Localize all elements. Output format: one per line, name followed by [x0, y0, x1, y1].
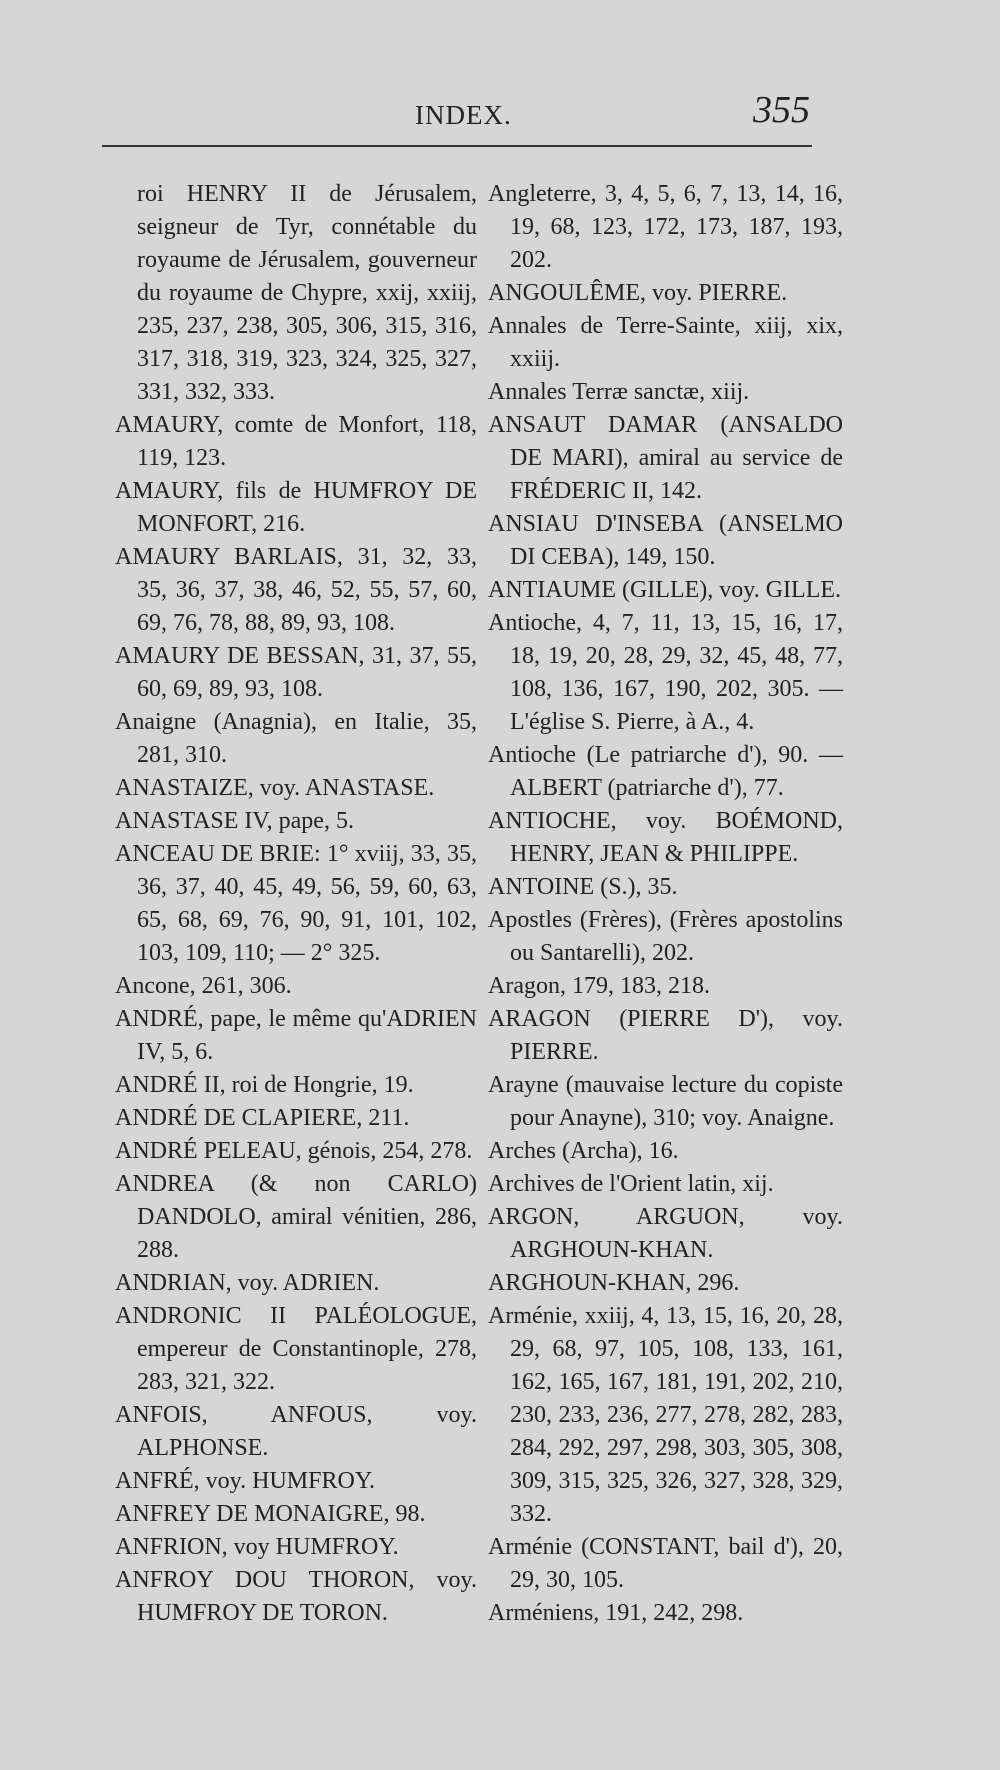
- left-column: [115, 178, 477, 1630]
- index-entry: AMAURY, fils de HUMFROY DE MONFORT, 216.: [115, 478, 477, 537]
- index-entry: Archives de l'Orient latin, xij.: [488, 1171, 774, 1197]
- running-head: [105, 89, 810, 140]
- index-entry: ARAGON (PIERRE D'), voy. PIERRE.: [488, 1006, 843, 1065]
- index-entry: ANSIAU D'INSEBA (ANSELMO DI CEBA), 149, 150.: [488, 511, 843, 570]
- index-entry: Anaigne (Anagnia), en Italie, 35, 281, 310.: [115, 709, 477, 768]
- index-entry: Arches (Archa), 16.: [488, 1138, 679, 1164]
- index-entry: ANDRÉ DE CLAPIERE, 211.: [115, 1105, 410, 1131]
- index-entry: ANDRONIC II PALÉOLOGUE, empereur de Constantinople, 278, 283, 321, 322.: [115, 1303, 477, 1395]
- index-entry: Angleterre, 3, 4, 5, 6, 7, 13, 14, 16, 19, 68, 123, 172, 173, 187, 193, 202.: [488, 181, 843, 273]
- index-entry: ANDRÉ, pape, le même qu'ADRIEN IV, 5, 6.: [115, 1006, 477, 1065]
- index-entry: Apostles (Frères), (Frères apostolins ou Santarelli), 202.: [488, 907, 843, 966]
- index-entry: ANSAUT DAMAR (ANSALDO DE MARI), amiral au service de FRÉDERIC II, 142.: [488, 412, 843, 504]
- index-entry: ARGON, ARGUON, voy. ARGHOUN-KHAN.: [488, 1204, 843, 1263]
- index-entry: ANFRÉ, voy. HUMFROY.: [115, 1468, 376, 1494]
- index-entry: ARGHOUN-KHAN, 296.: [488, 1270, 740, 1296]
- index-entry: ANDREA (& non CARLO) DANDOLO, amiral vénitien, 286, 288.: [115, 1171, 477, 1263]
- index-entry: ANDRÉ II, roi de Hongrie, 19.: [115, 1072, 414, 1098]
- index-entry: roi HENRY II de Jérusalem, seigneur de Tyr, connétable du royaume de Jérusalem, gouverneur du royaume de Chypre, xxij, xxiij, 235, 237, 238, 305, 306, 315, 316, 317, 318, 319, 323, 324, 325, 327, 331, 332, 333.: [137, 181, 477, 405]
- page-title: INDEX.: [415, 100, 512, 130]
- index-entry: Antioche (Le patriarche d'), 90. — ALBERT (patriarche d'), 77.: [488, 742, 843, 801]
- index-entry: ANTIAUME (GILLE), voy. GILLE.: [488, 577, 842, 603]
- index-entry: Arménie, xxiij, 4, 13, 15, 16, 20, 28, 29, 68, 97, 105, 108, 133, 161, 162, 165, 167, 181, 191, 202, 210, 230, 233, 236, 277, 278, 282, 283, 284, 292, 297, 298, 303, 305, 308, 309, 315, 325, 326, 327, 328, 329, 332.: [488, 1303, 843, 1527]
- index-entry: ANASTAIZE, voy. ANASTASE.: [115, 775, 435, 801]
- right-column: [488, 178, 843, 1630]
- index-entry: ANFOIS, ANFOUS, voy. ALPHONSE.: [115, 1402, 477, 1461]
- index-entry: AMAURY DE BESSAN, 31, 37, 55, 60, 69, 89, 93, 108.: [115, 643, 477, 702]
- index-entry: Annales Terræ sanctæ, xiij.: [488, 379, 750, 405]
- index-entry: ANFREY DE MONAIGRE, 98.: [115, 1501, 426, 1527]
- index-entry: ANFRION, voy HUMFROY.: [115, 1534, 399, 1560]
- index-entry: Aragon, 179, 183, 218.: [488, 973, 710, 999]
- index-entry: Ancone, 261, 306.: [115, 973, 292, 999]
- index-entry: ANFROY DOU THORON, voy. HUMFROY DE TORON.: [115, 1567, 477, 1626]
- index-entry: Antioche, 4, 7, 11, 13, 15, 16, 17, 18, 19, 20, 28, 29, 32, 45, 48, 77, 108, 136, 167, 190, 202, 305. — L'église S. Pierre, à A., 4.: [488, 610, 843, 735]
- index-entry: ANTIOCHE, voy. BOÉMOND, HENRY, JEAN & PHILIPPE.: [488, 808, 843, 867]
- index-entry: Arayne (mauvaise lecture du copiste pour Anayne), 310; voy. Anaigne.: [488, 1072, 843, 1131]
- index-entry: ANASTASE IV, pape, 5.: [115, 808, 354, 834]
- index-entry: Arménie (CONSTANT, bail d'), 20, 29, 30, 105.: [488, 1534, 843, 1593]
- index-entry: Annales de Terre-Sainte, xiij, xix, xxiij.: [488, 313, 843, 372]
- index-entry: ANGOULÊME, voy. PIERRE.: [488, 280, 788, 306]
- index-entry: ANDRIAN, voy. ADRIEN.: [115, 1270, 380, 1296]
- index-entry: ANTOINE (S.), 35.: [488, 874, 678, 900]
- header-rule: [102, 145, 812, 147]
- index-entry: ANCEAU DE BRIE: 1° xviij, 33, 35, 36, 37, 40, 45, 49, 56, 59, 60, 63, 65, 68, 69, 76, 90, 91, 101, 102, 103, 109, 110; — 2° 325.: [115, 841, 477, 966]
- page-number: 355: [753, 89, 810, 131]
- index-entry: ANDRÉ PELEAU, génois, 254, 278.: [115, 1138, 473, 1164]
- index-entry: AMAURY, comte de Monfort, 118, 119, 123.: [115, 412, 477, 471]
- index-entry: Arméniens, 191, 242, 298.: [488, 1600, 744, 1626]
- index-entry: AMAURY BARLAIS, 31, 32, 33, 35, 36, 37, 38, 46, 52, 55, 57, 60, 69, 76, 78, 88, 89, 93, 108.: [115, 544, 477, 636]
